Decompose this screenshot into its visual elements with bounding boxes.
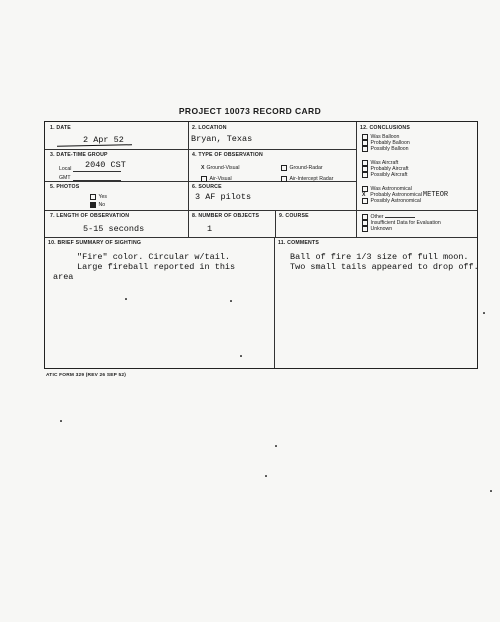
conclusion-item[interactable]: Possibly Balloon [362,146,410,152]
checkbox-checked[interactable] [90,202,96,208]
objects-value: 1 [207,224,213,234]
handwritten-underline [57,144,132,147]
conclusion-item[interactable]: Other [362,214,441,220]
check-mark: X [362,192,366,199]
checkbox[interactable] [362,214,368,220]
comments-line: Two small tails appeared to drop off. [290,262,479,272]
conclusion-item[interactable]: X Probably AstronomicalMETEOR [362,191,449,200]
scan-speck [490,490,492,492]
scan-speck [230,300,232,302]
comments-line: Ball of fire 1/3 size of full moon. [290,252,469,262]
date-value: 2 Apr 52 [83,135,124,145]
summary-line: "Fire" color. Circular w/tail. [77,252,231,262]
conclusion-item[interactable]: Was Astronomical [362,186,448,192]
conclusions-label: 12. CONCLUSIONS [360,125,410,131]
form-footer: ATIC FORM 329 (REV 26 SEP 52) [46,373,126,378]
conclusion-group-balloon [362,134,410,153]
scan-speck [483,312,485,314]
conclusion-group-other [362,214,441,233]
handwritten-meteor: METEOR [422,191,449,200]
conclusions-list [357,134,477,237]
option-air-visual[interactable]: Air-Visual [201,176,232,182]
summary-label: 10. BRIEF SUMMARY OF SIGHTING [48,240,142,246]
conclusion-item[interactable]: Probably Balloon [362,140,410,146]
local-time-value: 2040 CST [85,160,126,170]
conclusion-item[interactable]: Was Balloon [362,134,410,140]
card-title: PROJECT 10073 RECORD CARD [178,106,322,116]
conclusion-item[interactable]: Possibly Astronomical [362,198,448,204]
checkbox[interactable] [281,176,287,182]
divider [45,149,356,150]
scan-speck [265,475,267,477]
record-card [44,121,478,369]
check-mark: X [201,165,205,171]
option-ground-radar[interactable]: Ground-Radar [281,165,323,171]
gmt-label: GMT [59,175,71,181]
checkbox[interactable] [362,198,368,204]
scan-speck [275,445,277,447]
conclusion-group-astronomical [362,186,448,205]
checkbox[interactable] [362,166,368,172]
summary-line: Large fireball reported in this [77,262,236,272]
option-ground-visual[interactable]: X Ground-Visual [201,165,240,171]
conclusion-item[interactable]: Was Aircraft [362,160,409,166]
checkbox[interactable] [281,165,287,171]
conclusion-item[interactable]: Possibly Aircraft [362,172,409,178]
photos-no[interactable]: No [90,202,105,208]
location-label: 2. LOCATION [192,125,227,131]
datetime-label: 3. DATE-TIME GROUP [50,152,108,158]
checkbox[interactable] [90,194,96,200]
checkbox[interactable] [362,172,368,178]
divider [275,210,276,237]
divider [274,237,275,368]
location-value: Bryan, Texas [191,134,253,144]
conclusion-item[interactable]: Unknown [362,226,441,232]
summary-line: area [53,272,74,282]
checkbox[interactable] [362,186,368,192]
length-label: 7. LENGTH OF OBSERVATION [50,213,130,219]
checkbox[interactable] [362,160,368,166]
divider [45,237,477,238]
observation-type-label: 4. TYPE OF OBSERVATION [192,152,263,158]
objects-label: 8. NUMBER OF OBJECTS [192,213,260,219]
checkbox[interactable] [362,220,368,226]
checkbox[interactable] [362,140,368,146]
checkbox[interactable] [362,134,368,140]
date-label: 1. DATE [50,125,71,131]
source-label: 6. SOURCE [192,184,222,190]
conclusion-group-aircraft [362,160,409,179]
option-air-intercept-radar[interactable]: Air-Intercept Radar [281,176,333,182]
divider [188,122,189,237]
scan-speck [125,298,127,300]
checkbox[interactable] [362,146,368,152]
photos-label: 5. PHOTOS [50,184,80,190]
source-value: 3 AF pilots [195,192,252,202]
course-label: 9. COURSE [279,213,309,219]
photos-yes[interactable]: Yes [90,194,107,200]
conclusion-item[interactable]: Insufficient Data for Evaluation [362,220,441,226]
checkbox[interactable] [362,226,368,232]
conclusion-item[interactable]: Probably Aircraft [362,166,409,172]
scan-speck [60,420,62,422]
local-label: Local [59,166,72,172]
checkbox[interactable] [201,176,207,182]
length-value: 5-15 seconds [83,224,145,234]
comments-label: 11. COMMENTS [278,240,320,246]
scan-speck [240,355,242,357]
